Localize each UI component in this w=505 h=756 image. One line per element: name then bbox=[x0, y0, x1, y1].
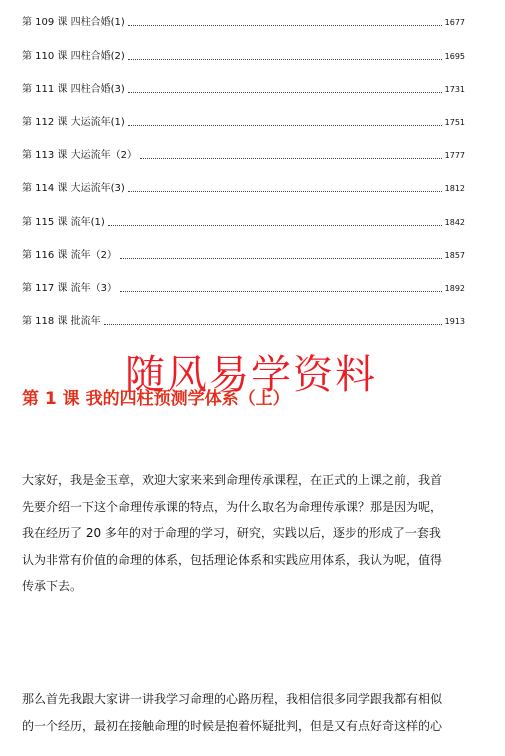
toc-entry-title: 第 114 课 大运流年(3) bbox=[22, 183, 125, 194]
toc-leader-dots bbox=[104, 323, 442, 325]
history-paragraph bbox=[22, 686, 470, 739]
toc-entry-page: 1892 bbox=[444, 284, 465, 293]
toc-entry[interactable] bbox=[22, 114, 465, 130]
toc-entry[interactable] bbox=[22, 214, 465, 230]
toc-entry-page: 1731 bbox=[444, 85, 465, 94]
toc-entry[interactable] bbox=[22, 48, 465, 64]
toc-entry[interactable] bbox=[22, 280, 465, 296]
toc-leader-dots bbox=[128, 58, 442, 60]
toc-leader-dots bbox=[120, 290, 442, 292]
toc-entry-page: 1842 bbox=[444, 218, 465, 227]
toc-entry[interactable] bbox=[22, 14, 465, 30]
toc-entry-title: 第 118 课 批流年 bbox=[22, 316, 101, 327]
toc-entry[interactable] bbox=[22, 81, 465, 97]
toc-entry-page: 1751 bbox=[444, 118, 465, 127]
toc-entry-page: 1812 bbox=[444, 184, 465, 193]
toc-entry[interactable] bbox=[22, 147, 465, 163]
intro-paragraph bbox=[22, 467, 470, 600]
toc-entry-title: 第 117 课 流年（3） bbox=[22, 283, 117, 294]
toc-leader-dots bbox=[128, 124, 442, 126]
paragraph-line: 大家好，我是金玉章，欢迎大家来来到命理传承课程，在正式的上课之前，我首 bbox=[22, 473, 443, 487]
paragraph-line: 的一个经历，最初在接触命理的时候是抱着怀疑批判，但是又有点好奇这样的心 bbox=[22, 718, 443, 733]
toc-entry-page: 1777 bbox=[444, 151, 465, 160]
toc-entry-title: 第 116 课 流年（2） bbox=[22, 250, 117, 261]
toc-leader-dots bbox=[140, 157, 442, 159]
toc-leader-dots bbox=[128, 190, 442, 192]
toc-entry-title: 第 115 课 流年(1) bbox=[22, 217, 105, 228]
toc-entry-title: 第 113 课 大运流年（2） bbox=[22, 150, 137, 161]
lesson-heading: 第 1 课 我的四柱预测学体系（上） bbox=[22, 389, 290, 409]
toc-leader-dots bbox=[120, 257, 442, 259]
watermark-text: 随风易学资料 bbox=[125, 352, 377, 398]
toc-entry-title: 第 112 课 大运流年(1) bbox=[22, 117, 125, 128]
toc-entry[interactable] bbox=[22, 180, 465, 196]
toc-entry-page: 1857 bbox=[444, 251, 465, 260]
toc-entry-title: 第 110 课 四柱合婚(2) bbox=[22, 51, 125, 62]
toc-leader-dots bbox=[128, 91, 442, 93]
paragraph-line: 认为非常有价值的命理的体系，包括理论体系和实践应用体系，我认为呢，值得 bbox=[22, 552, 443, 567]
toc-entry-title: 第 109 课 四柱合婚(1) bbox=[22, 17, 125, 28]
toc-leader-dots bbox=[108, 224, 442, 226]
toc-entry-page: 1913 bbox=[444, 317, 465, 326]
toc-leader-dots bbox=[128, 24, 442, 26]
paragraph-line: 我在经历了 20 多年的对于命理的学习，研究，实践以后，逐步的形成了一套我 bbox=[22, 526, 441, 540]
paragraph-line: 先要介绍一下这个命理传承课的特点，为什么取名为命理传承课？那是因为呢， bbox=[22, 499, 443, 514]
toc-entry-title: 第 111 课 四柱合婚(3) bbox=[22, 84, 125, 95]
toc-entry[interactable] bbox=[22, 313, 465, 329]
paragraph-line: 那么首先我跟大家讲一讲我学习命理的心路历程，我相信很多同学跟我都有相似 bbox=[22, 692, 443, 706]
toc-entry-page: 1695 bbox=[444, 52, 465, 61]
toc-entry-page: 1677 bbox=[444, 18, 465, 27]
toc-entry[interactable] bbox=[22, 247, 465, 263]
paragraph-line: 传承下去。 bbox=[22, 579, 83, 593]
